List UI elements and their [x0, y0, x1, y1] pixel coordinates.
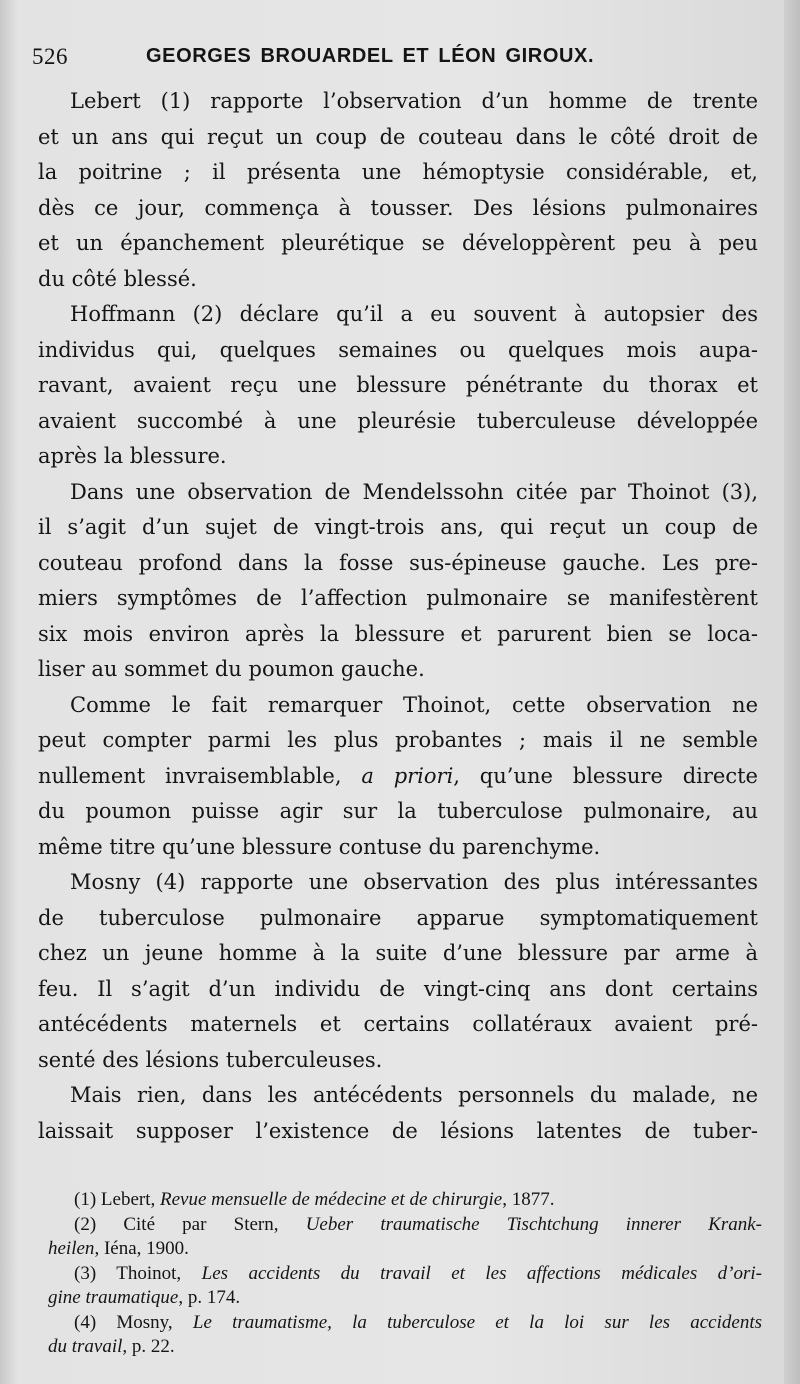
- footnote-ref: , p. 174.: [178, 1287, 241, 1308]
- text-line: chez un jeune homme à la suite d’une blessure par arme à: [38, 941, 758, 965]
- text-line: Mais rien, dans les antécédents personnels du malade, ne: [70, 1083, 758, 1107]
- running-head: GEORGES BROUARDEL ET LÉON GIROUX.: [146, 45, 595, 67]
- footnote-title: Ueber traumatische Tischtchung innerer Krank-: [305, 1213, 763, 1235]
- italic-phrase: a priori: [361, 763, 454, 788]
- page-header: [32, 42, 752, 74]
- footnote-1: [48, 1188, 762, 1213]
- footnote-ref: , p. 22.: [122, 1336, 175, 1357]
- text-line: Comme le fait remarquer Thoinot, cette observation ne: [70, 692, 758, 717]
- footnote-title: Revue mensuelle de médecine et de chirurgie: [159, 1189, 503, 1210]
- text-line: antécédents maternels et certains collatéraux avaient pré-: [38, 1012, 758, 1036]
- footnote-title: Le traumatisme, la tuberculose et la loi sur les accidents: [192, 1311, 762, 1333]
- text-line: senté des lésions tuberculeuses.: [38, 1047, 383, 1072]
- text-line: ravant, avaient reçu une blessure pénétrante du thorax et: [38, 373, 758, 397]
- page-gutter-shadow: [784, 0, 800, 1384]
- footnote-title: gine traumatique: [48, 1287, 179, 1308]
- text-line: du poumon puisse agir sur la tuberculose pulmonaire, au: [38, 799, 758, 823]
- text-line: la poitrine ; il présenta une hémoptysie considérable, et,: [38, 160, 758, 184]
- footnote-2-cont: [48, 1237, 762, 1262]
- text-line: Mosny (4) rapporte une observation des plus intéressantes: [70, 870, 758, 894]
- text-line: miers symptômes de l’affection pulmonaire se manifestèrent: [38, 586, 758, 610]
- footnote-title: du travail: [48, 1336, 123, 1357]
- footnote-3: [48, 1262, 762, 1287]
- text-line: couteau profond dans la fosse sus-épineuse gauche. Les pre-: [38, 550, 758, 575]
- text-line: individus qui, quelques semaines ou quelques mois aupa-: [38, 337, 758, 362]
- text-line: Lebert (1) rapporte l’observation d’un homme de trente: [70, 89, 758, 113]
- footnote-title: heilen: [48, 1238, 95, 1259]
- text-line: six mois environ après la blessure et parurent bien se loca-: [38, 621, 758, 646]
- footnotes: [48, 1188, 762, 1360]
- footnote-4-cont: [48, 1335, 762, 1360]
- text-line: Dans une observation de Mendelssohn citée par Thoinot (3),: [70, 479, 758, 504]
- footnote-3-cont: [48, 1286, 762, 1311]
- footnote-ref: , Iéna, 1900.: [94, 1238, 189, 1259]
- footnote-title: Les accidents du travail et les affections médicales d’ori-: [201, 1262, 762, 1284]
- text-line: liser au sommet du poumon gauche.: [38, 657, 425, 681]
- text-line: après la blessure.: [38, 444, 227, 468]
- text-line: Hoffmann (2) déclare qu’il a eu souvent à autopsier des: [70, 302, 758, 326]
- footnote-author: (2) Cité par Stern,: [74, 1213, 279, 1235]
- text-line: il s’agit d’un sujet de vingt-trois ans, qui reçut un coup de: [38, 515, 758, 539]
- text-line: et un épanchement pleurétique se développèrent peu à peu: [38, 231, 758, 255]
- text-line: dès ce jour, commença à tousser. Des lésions pulmonaires: [38, 195, 758, 220]
- text-line: du côté blessé.: [38, 266, 197, 291]
- text-segment: nullement invraisemblable,: [38, 763, 342, 788]
- footnote-author: (1) Lebert,: [74, 1189, 156, 1210]
- footnote-4: [48, 1311, 762, 1336]
- footnote-ref: , 1877.: [502, 1189, 555, 1210]
- footnote-2: [48, 1213, 762, 1238]
- text-line: feu. Il s’agit d’un individu de vingt-cinq ans dont certains: [38, 976, 758, 1001]
- text-line: et un ans qui reçut un coup de couteau dans le côté droit de: [38, 124, 758, 149]
- text-segment: , qu’une blessure directe: [453, 763, 758, 788]
- text-line: même titre qu’une blessure contuse du parenchyme.: [38, 834, 601, 859]
- text-line: [38, 759, 758, 795]
- text-line: avaient succombé à une pleurésie tuberculeuse développée: [38, 408, 758, 433]
- body-text: [38, 84, 758, 1149]
- text-line: peut compter parmi les plus probantes ; mais il ne semble: [38, 728, 758, 752]
- page-number: 526: [32, 44, 68, 69]
- footnote-author: (3) Thoinot,: [74, 1262, 182, 1284]
- text-line: de tuberculose pulmonaire apparue symptomatiquement: [38, 905, 758, 930]
- text-line: laissait supposer l’existence de lésions latentes de tuber-: [38, 1118, 758, 1143]
- footnote-author: (4) Mosny,: [74, 1311, 173, 1333]
